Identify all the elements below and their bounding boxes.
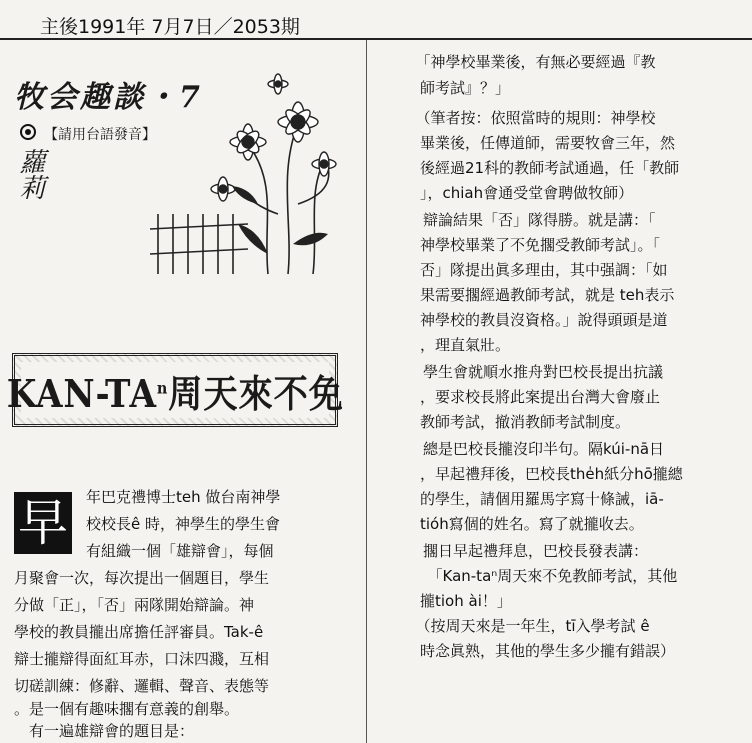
flower-fence-illustration (128, 64, 338, 279)
body-line: 「Kan-taⁿ周天來不免教師考試，其他 (420, 567, 678, 585)
headline (6, 363, 343, 418)
drop-cap: 早 (14, 492, 72, 554)
body-line: 否」隊提出眞多理由，其中强調：「如 (420, 261, 668, 279)
body-line: 學校的教員攏出席擔任評審員。Tak-ê (14, 623, 264, 641)
header-rule (0, 38, 752, 40)
body-line: 畢業後，任傳道師，需要牧會三年，然 (420, 134, 676, 152)
body-line: 有一遍雄辯會的題目是： (14, 722, 195, 740)
body-line: 後經過21科的教師考試通過，任「教師 (420, 159, 680, 177)
bullet-icon (20, 124, 36, 140)
body-line: 學生會就順水推舟對巴校長提出抗議 (408, 363, 664, 381)
body-line: （筆者按：依照當時的規則：神學校 (408, 109, 656, 127)
body-line: 「神學校畢業後，有無必要經過『教 (408, 53, 656, 71)
body-line: 神學校的教員沒資格。」說得頭頭是道 (420, 311, 668, 329)
body-line: ，理直氣壯。 (420, 336, 511, 354)
body-line: 擱日早起禮拜息，巴校長發表講： (408, 542, 649, 560)
body-line: 的學生，請個用羅馬字寫十條誡，iā- (420, 490, 664, 508)
pronunciation-note: 【請用台語發音】 (44, 127, 156, 143)
column-title: 牧会趣談・7 (14, 80, 203, 115)
body-line: 校校長ê 時，神學生的學生會 (86, 515, 280, 533)
headline-rest: 周天來不免 (168, 370, 344, 416)
body-line: 。是一個有趣味擱有意義的創舉。 (14, 700, 240, 718)
body-line: 攏tioh ài！」 (420, 592, 512, 610)
body-line: 月聚會一次，每次提出一個題目，學生 (14, 569, 270, 587)
body-line: 果需要擱經過教師考試，就是 teh表示 (420, 286, 675, 304)
headline-main: KAN-TA (6, 370, 157, 416)
column-divider (366, 40, 367, 743)
author-name: 蘿莉 (15, 148, 45, 200)
body-line: tióh寫個的姓名。寫了就攏收去。 (420, 515, 644, 533)
body-line: 辯士攏辯得面紅耳赤，口沫四濺，互相 (14, 650, 270, 668)
body-line: 切磋訓練：修辭、邏輯、聲音、表態等 (14, 677, 270, 695)
body-line: 師考試』？」 (420, 79, 511, 97)
body-line: 有組織一個「雄辯會」，每個 (86, 542, 274, 560)
body-line: （按周天來是一年生，tī入學考試 ê (408, 617, 650, 635)
body-line: 辯論結果「否」隊得勝。就是講：「 (408, 211, 656, 229)
headline-frame (6, 353, 344, 427)
body-line: ，早起禮拜後，巴校長the̍h紙分hō攏總 (420, 465, 683, 483)
body-line: 總是巴校長攏沒印半句。隔kúi-nā日 (408, 440, 665, 458)
body-line: 年巴克禮博士teh 做台南神學 (86, 488, 281, 506)
body-line: 神學校畢業了不免擱受教師考試」。「 (420, 236, 661, 254)
body-line: 時念眞熟，其他的學生多少攏有錯誤） (420, 642, 676, 660)
body-line: ，要求校長將此案提出台灣大會廢止 (420, 388, 661, 406)
body-line: 分做「正」，「否」兩隊開始辯論。神 (14, 596, 255, 614)
body-line: 教師考試，撤消教師考試制度。 (420, 413, 631, 431)
headline-superscript: n (156, 377, 169, 397)
issue-header: 主後1991年 7月7日／2053期 (40, 16, 300, 38)
body-line: 」，chiah會通受堂會聘做牧師） (420, 184, 634, 202)
